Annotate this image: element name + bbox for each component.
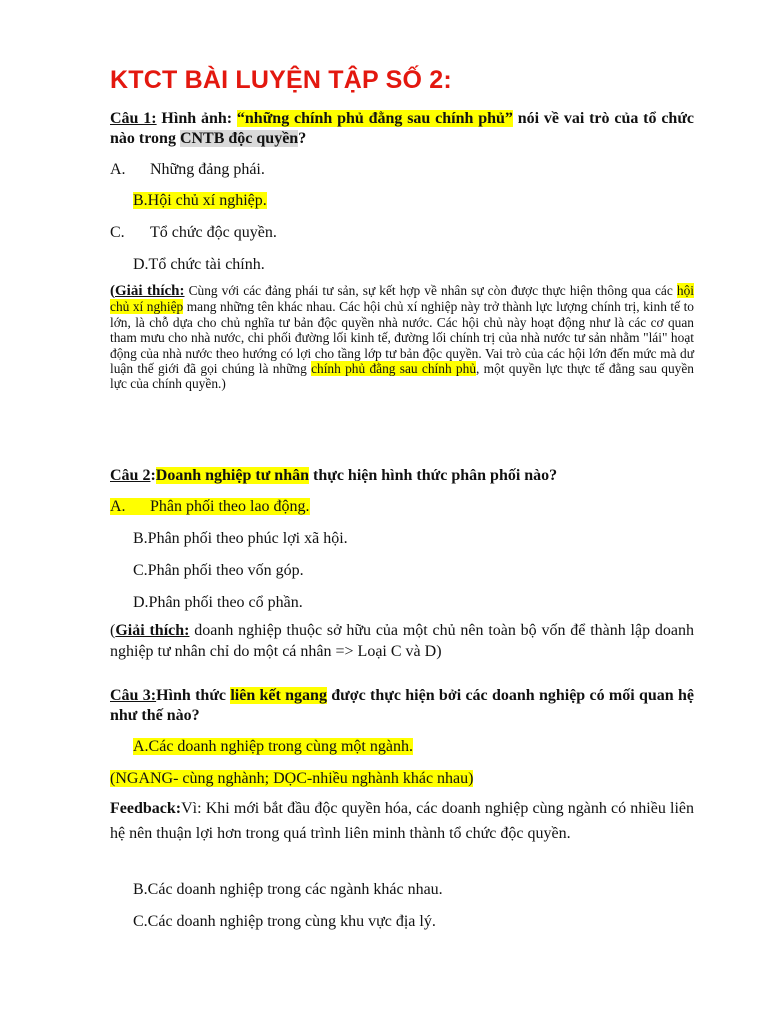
question-2-text: thực hiện hình thức phân phối nào? — [309, 467, 558, 484]
question-1-text: nói về vai trò của tổ chức nào trong — [110, 110, 695, 147]
option-letter: A. — [110, 161, 126, 178]
option-text: D.Tổ chức tài chính. — [133, 256, 265, 273]
question-2-text: : — [150, 467, 156, 484]
question-3-option-c — [133, 912, 436, 932]
option-letter: A. — [110, 498, 126, 515]
question-1-label: Câu 1: — [110, 110, 157, 127]
question-3-text: được thực hiện bởi các doanh nghiệp có mối quan hệ như thế nào? — [110, 687, 695, 724]
question-2-explanation — [110, 620, 694, 662]
option-text: B.Phân phối theo phúc lợi xã hội. — [133, 530, 348, 547]
option-letter: C. — [110, 224, 125, 241]
option-text-correct: A.Các doanh nghiệp trong cùng một ngành. — [133, 738, 413, 755]
question-2-highlight: Doanh nghiệp tư nhân — [155, 467, 309, 484]
option-text: C.Các doanh nghiệp trong cùng khu vực địa lý. — [133, 913, 436, 930]
question-3-option-a — [133, 737, 413, 757]
question-1-highlight-gray: CNTB độc quyền — [179, 130, 299, 147]
question-3-option-b — [133, 880, 443, 900]
question-3-feedback — [110, 797, 694, 846]
explanation-heading: Giải thích: — [115, 283, 185, 299]
option-text-correct: B.Hội chủ xí nghiệp. — [133, 192, 267, 209]
note-text: (NGANG- cùng nghành; DỌC-nhiều nghành khác nhau) — [110, 770, 474, 787]
question-3-note — [110, 769, 473, 789]
question-1-option-d — [133, 255, 265, 275]
question-2 — [110, 466, 694, 486]
option-text: B.Các doanh nghiệp trong các ngành khác nhau. — [133, 881, 443, 898]
explanation-highlight: chính phủ đằng sau chính phủ — [311, 361, 477, 377]
question-1 — [110, 109, 694, 149]
question-2-option-a — [110, 497, 310, 517]
explanation-text: doanh nghiệp thuộc sở hữu của một chủ nên toàn bộ vốn để thành lập doanh nghiệp tư nhân chỉ do một cá nhân => Loại C và D) — [110, 622, 694, 660]
page-title: KTCT BÀI LUYỆN TẬP SỐ 2: — [110, 66, 452, 94]
explanation-highlight: hội chủ xí nghiệp — [110, 283, 694, 315]
question-1-option-a — [110, 160, 265, 180]
option-text: Tổ chức độc quyền. — [150, 224, 277, 241]
option-text-correct: Phân phối theo lao động. — [150, 498, 310, 515]
question-1-text: ? — [298, 130, 307, 147]
feedback-heading: Feedback: — [110, 800, 182, 817]
question-1-option-c — [110, 223, 277, 243]
question-3-label: Câu 3: — [110, 687, 157, 704]
feedback-text: Vì: Khi mới bắt đầu độc quyền hóa, các doanh nghiệp cùng ngành có nhiều liên hệ nên thuận lợi hơn trong quá trình liên minh thành tổ chức độc quyền. — [110, 800, 694, 842]
question-3-highlight: liên kết ngang — [230, 687, 327, 704]
question-3-text: Hình thức — [156, 687, 231, 704]
question-1-text: Hình ảnh: — [156, 110, 237, 127]
option-text: C.Phân phối theo vốn góp. — [133, 562, 304, 579]
explanation-text: mang những tên khác nhau. Các hội chủ xí nghiệp này trở thành lực lượng chính trị, kinh tế to lớn, là chỗ dựa cho chủ nghĩa tư bản độc quyền nhà nước. Các hội chủ này hoạt động như là các cơ quan tham mưu cho nhà nước, chi phối đường lối kinh tế, đường lối chính trị của nhà nước tư sản nhằm "lái" hoạt động của nhà nước theo hướng có lợi cho tầng lớp tư bản độc quyền. Vai trò của các hội lớn đến mức mà dư luận thế giới đã gọi chúng là những — [110, 299, 695, 377]
option-text: Những đảng phái. — [150, 161, 265, 178]
paren: ( — [110, 622, 116, 639]
paren: ( — [110, 283, 115, 299]
question-1-explanation — [110, 283, 694, 392]
question-1-option-b — [133, 191, 267, 211]
explanation-text: , một quyền lực thực tế đằng sau quyền lực của chính quyền.) — [110, 361, 694, 392]
question-3 — [110, 686, 694, 726]
question-1-highlight: “những chính phủ đằng sau chính phủ” — [236, 110, 513, 127]
explanation-heading: Giải thích: — [115, 622, 190, 639]
option-text: D.Phân phối theo cổ phần. — [133, 594, 303, 611]
question-2-option-b — [133, 529, 348, 549]
question-2-option-d — [133, 593, 303, 613]
explanation-text: Cùng với các đảng phái tư sản, sự kết hợp về nhân sự còn được thực hiện thông qua các — [184, 283, 677, 298]
question-2-label: Câu 2 — [110, 467, 151, 484]
question-2-option-c — [133, 561, 304, 581]
